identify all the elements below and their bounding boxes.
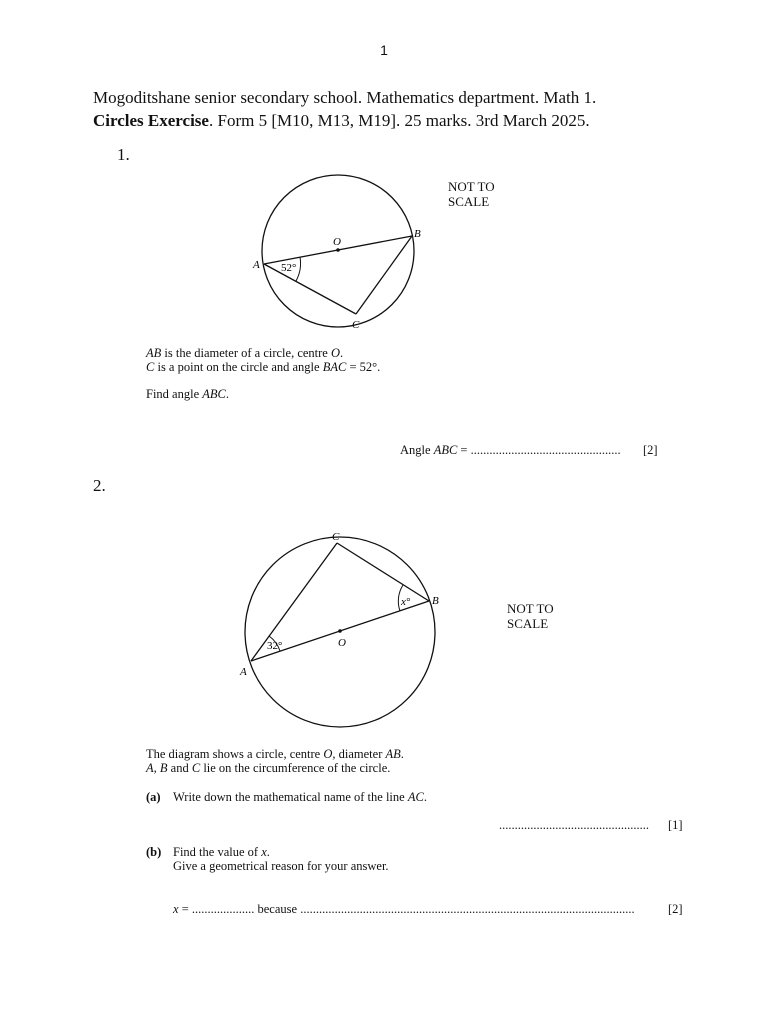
q2-text-part: and <box>167 761 192 775</box>
q2-angle-label-b: x° <box>401 596 411 608</box>
q2-centre-dot <box>338 629 342 633</box>
q1-not-to-scale <box>448 179 495 209</box>
q2-var-x: x <box>261 845 267 859</box>
q2-answer-value-space[interactable]: .................... <box>191 902 255 916</box>
q2-part-a-answer-space[interactable]: ................................................ <box>499 818 649 832</box>
q1-text-part: Find angle <box>146 387 203 401</box>
q2-part-b-text-part: Find the value of <box>173 845 262 859</box>
q1-var-abc: ABC <box>202 387 226 401</box>
q2-part-a-text <box>173 790 427 805</box>
question-1-number: 1. <box>117 145 130 164</box>
page-number: 1 <box>380 42 388 58</box>
q2-chord-cb <box>337 543 429 601</box>
q1-text-part: = 52°. <box>346 360 381 374</box>
q2-text-line2 <box>146 761 390 776</box>
q1-marks: [2] <box>643 443 658 457</box>
q2-part-b-text-part: . <box>266 845 270 859</box>
q2-text-part: , <box>153 761 160 775</box>
q1-answer-line <box>400 443 621 458</box>
q2-part-b-label: (b) <box>146 845 162 859</box>
q1-label-a: A <box>253 259 260 271</box>
q2-part-a-text-part: . <box>423 790 427 804</box>
q2-part-b-text2: Give a geometrical reason for your answer. <box>173 859 389 873</box>
q1-text-part: is a point on the circle and angle <box>154 360 323 374</box>
q2-var-a: A <box>146 761 154 775</box>
q2-part-b-marks: [2] <box>668 902 683 916</box>
q2-answer-eq: = <box>178 902 192 916</box>
q2-part-a-marks: [1] <box>668 818 683 832</box>
q2-part-b-text1 <box>173 845 270 860</box>
q2-answer-var: x <box>173 902 179 916</box>
q1-chord-ac <box>264 264 356 314</box>
q2-var-c: C <box>191 761 201 775</box>
q2-text-part: The diagram shows a circle, centre <box>146 747 324 761</box>
q1-answer-space[interactable]: ................................................ <box>470 443 621 457</box>
q2-chord-ac <box>251 543 337 661</box>
header-details: . Form 5 [M10, M13, M19]. 25 marks. 3rd March 2025. <box>208 111 590 130</box>
q2-not-to-scale-line2: SCALE <box>507 616 549 631</box>
q2-part-a-text-part: Write down the mathematical name of the line <box>173 790 408 804</box>
q1-var-o: O <box>330 346 341 360</box>
q2-text-part: lie on the circumference of the circle. <box>200 761 391 775</box>
q1-diagram <box>240 168 440 338</box>
q1-not-to-scale-line1: NOT TO <box>448 179 495 194</box>
q1-chord-bc <box>356 236 412 314</box>
header-line-2 <box>93 111 590 131</box>
q2-angle-label-a: 32° <box>267 640 283 652</box>
q2-label-c: C <box>332 531 340 543</box>
q1-var-c: C <box>146 360 155 374</box>
q1-var-bac: BAC <box>322 360 347 374</box>
q2-text-line1 <box>146 747 404 762</box>
q2-label-b: B <box>432 595 439 607</box>
q1-not-to-scale-line2: SCALE <box>448 194 490 209</box>
q2-part-a-label: (a) <box>146 790 161 804</box>
question-2-number: 2. <box>93 476 106 495</box>
q2-var-o: O <box>323 747 333 761</box>
q2-part-b-answer-line <box>173 902 635 917</box>
q1-text-line2 <box>146 360 380 375</box>
q2-answer-reason-space[interactable]: ........................................................................................................... <box>300 902 635 916</box>
q1-text-line3 <box>146 387 229 402</box>
q2-var-ac: AC <box>407 790 424 804</box>
q2-label-o: O <box>338 637 346 649</box>
q2-diagram <box>232 522 450 732</box>
q1-answer-prefix: Angle <box>400 443 434 457</box>
q2-label-a: A <box>240 666 247 678</box>
q1-angle-label: 52° <box>281 262 297 274</box>
q2-text-part: , diameter <box>332 747 386 761</box>
q1-label-b: B <box>414 228 421 240</box>
q1-label-o: O <box>333 236 341 248</box>
header-title: Circles Exercise <box>93 111 209 130</box>
q1-text-part: . <box>225 387 229 401</box>
q1-text-part: is the diameter of a circle, centre <box>161 346 331 360</box>
q2-not-to-scale <box>507 601 554 631</box>
q1-var-ab: AB <box>146 346 162 360</box>
header-line-1: Mogoditshane senior secondary school. Mathematics department. Math 1. <box>93 88 597 107</box>
q2-var-b: B <box>159 761 168 775</box>
q1-angle-arc <box>296 257 301 281</box>
q1-answer-var: ABC <box>433 443 458 457</box>
q2-text-part: . <box>400 747 404 761</box>
q2-answer-because: because <box>254 902 301 916</box>
q1-text-part: . <box>340 346 344 360</box>
q1-centre-dot <box>336 248 340 252</box>
q1-answer-suffix: = <box>457 443 471 457</box>
q2-not-to-scale-line1: NOT TO <box>507 601 554 616</box>
q2-var-ab: AB <box>385 747 401 761</box>
q1-label-c: C <box>352 319 360 331</box>
q1-text-line1 <box>146 346 343 361</box>
